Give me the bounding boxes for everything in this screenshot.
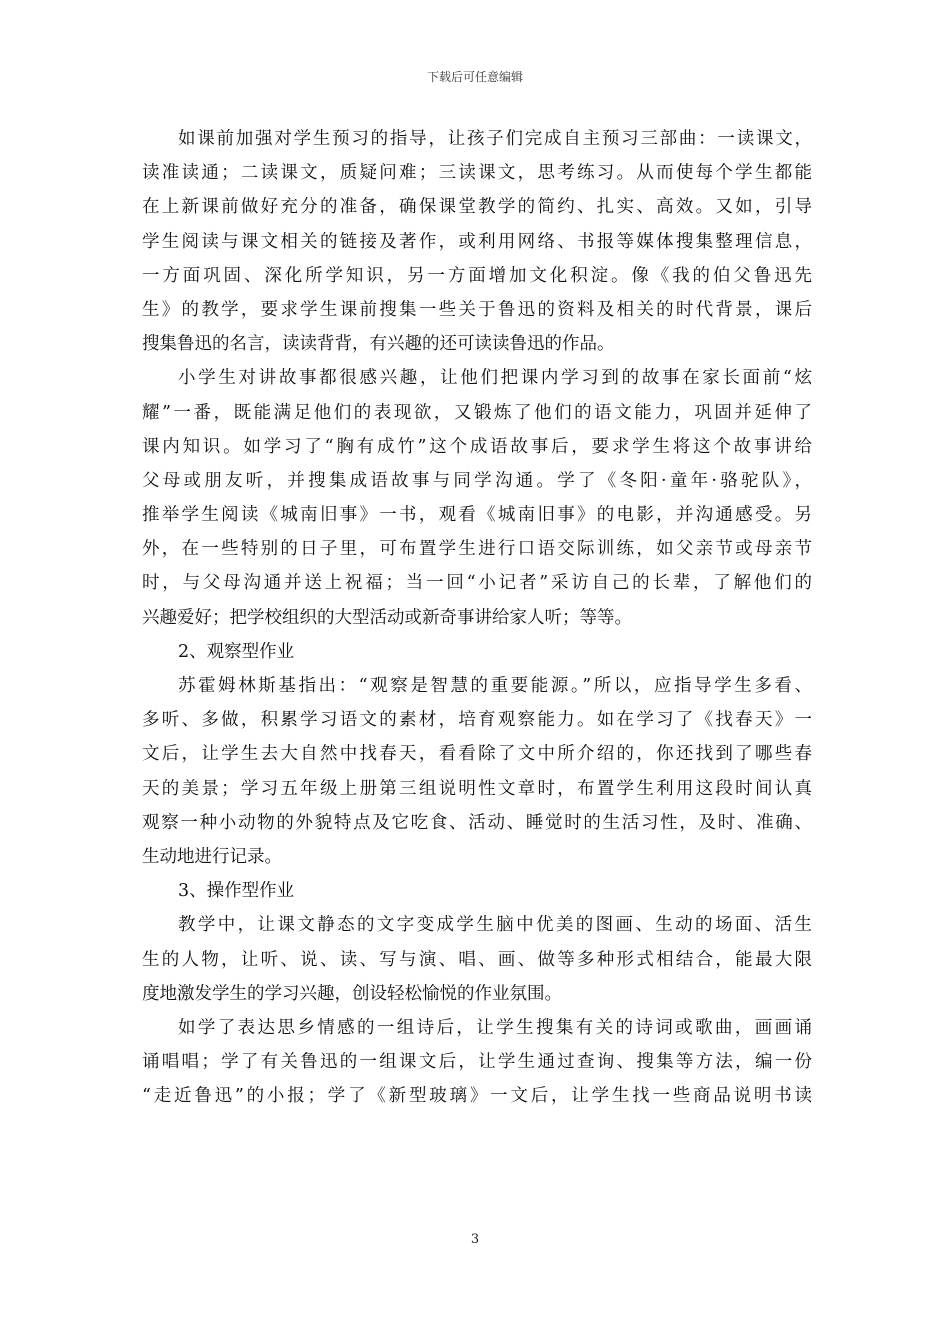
text-line: 学生阅读与课文相关的链接及著作，或利用网络、书报等媒体搜集整理信息，: [142, 231, 812, 252]
text-line: 课内知识。如学习了“胸有成竹”这个成语故事后，要求学生将这个故事讲给: [142, 436, 812, 457]
text-line: 推举学生阅读《城南旧事》一书，观看《城南旧事》的电影，并沟通感受。另: [142, 505, 812, 526]
text-line: 父母或朋友听，并搜集成语故事与同学沟通。学了《冬阳·童年·骆驼队》，: [142, 470, 812, 491]
text-line: 时，与父母沟通并送上祝福；当一回“小记者”采访自己的长辈，了解他们的: [142, 573, 812, 594]
text-line: 搜集鲁迅的名言，读读背背，有兴趣的还可读读鲁迅的作品。: [142, 334, 615, 355]
text-line: 生的人物，让听、说、读、写与演、唱、画、做等多种形式相结合，能最大限: [142, 949, 812, 970]
document-body: [142, 122, 812, 1113]
text-line: 在上新课前做好充分的准备，确保课堂教学的简约、扎实、高效。又如，引导: [142, 197, 812, 218]
text-line: 如课前加强对学生预习的指导，让孩子们完成自主预习三部曲：一读课文，: [178, 129, 812, 149]
text-line: 一方面巩固、深化所学知识，另一方面增加文化积淀。像《我的伯父鲁迅先: [142, 265, 812, 286]
text-line: 多听、多做，积累学习语文的素材，培育观察能力。如在学习了《找春天》一: [142, 710, 812, 731]
text-line: 外，在一些特别的日子里，可布置学生进行口语交际训练，如父亲节或母亲节: [142, 539, 812, 560]
text-line: 天的美景；学习五年级上册第三组说明性文章时，布置学生利用这段时间认真: [142, 778, 812, 799]
text-line: 生》的教学，要求学生课前搜集一些关于鲁迅的资料及相关的时代背景，课后: [142, 299, 812, 320]
page-header: 下载后可任意编辑: [426, 70, 523, 84]
text-line: “走近鲁迅”的小报；学了《新型玻璃》一文后，让学生找一些商品说明书读: [142, 1086, 812, 1107]
section-heading: 2、观察型作业: [178, 641, 295, 662]
page-number: 3: [470, 1232, 480, 1247]
text-line: 文后，让学生去大自然中找春天，看看除了文中所介绍的，你还找到了哪些春: [142, 744, 812, 765]
text-line: 观察一种小动物的外貌特点及它吃食、活动、睡觉时的生活习性，及时、准确、: [142, 812, 812, 833]
text-line: 诵唱唱；学了有关鲁迅的一组课文后，让学生通过查询、搜集等方法，编一份: [142, 1052, 812, 1073]
text-line: 生动地进行记录。: [142, 846, 282, 867]
text-line: 如学了表达思乡情感的一组诗后，让学生搜集有关的诗词或歌曲，画画诵: [178, 1017, 812, 1038]
text-line: 耀”一番，既能满足他们的表现欲，又锻炼了他们的语文能力，巩固并延伸了: [142, 402, 812, 423]
text-line: 读准读通；二读课文，质疑问难；三读课文，思考练习。从而使每个学生都能: [142, 163, 812, 184]
section-heading: 3、操作型作业: [178, 881, 295, 902]
text-line: 教学中，让课文静态的文字变成学生脑中优美的图画、生动的场面、活生: [178, 915, 812, 936]
text-line: 苏霍姆林斯基指出：“观察是智慧的重要能源。”所以，应指导学生多看、: [178, 676, 812, 696]
text-line: 小学生对讲故事都很感兴趣，让他们把课内学习到的故事在家长面前“炫: [178, 368, 812, 389]
text-line: 度地激发学生的学习兴趣，创设轻松愉悦的作业氛围。: [142, 983, 562, 1004]
text-line: 兴趣爱好；把学校组织的大型活动或新奇事讲给家人听；等等。: [142, 607, 632, 628]
